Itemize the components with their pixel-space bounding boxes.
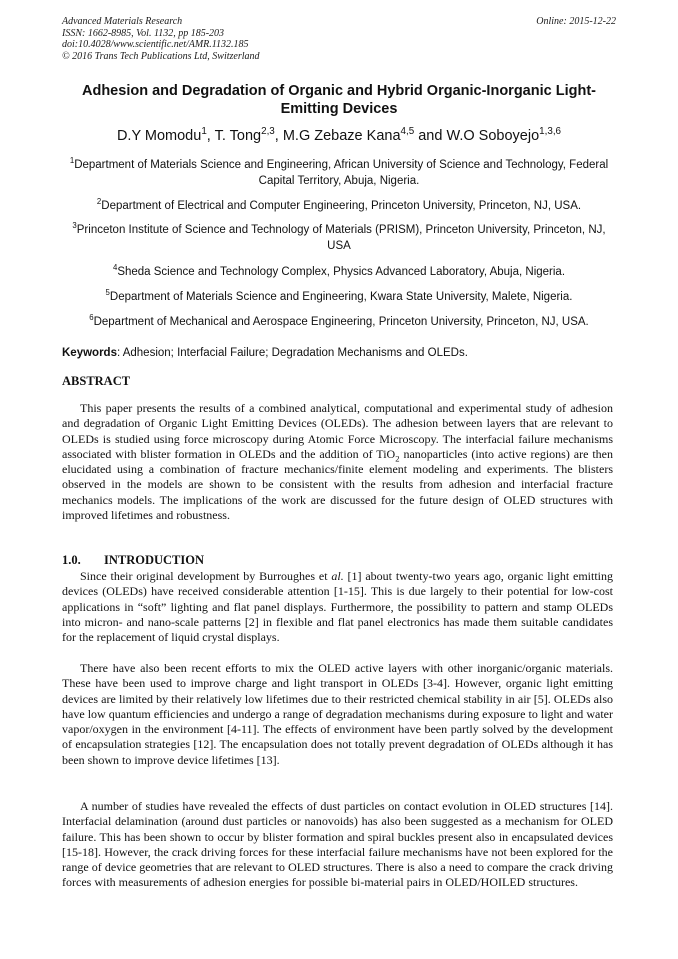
author-name: W.O Soboyejo — [446, 128, 540, 144]
paper-title: Adhesion and Degradation of Organic and Hybrid Organic-Inorganic Light-Emitting Devices — [82, 83, 596, 117]
author-affiliation-mark: 2,3 — [261, 126, 275, 138]
abstract-subscript: 2 — [395, 453, 400, 464]
affiliation-number: 3 — [72, 221, 77, 231]
keywords-line — [62, 346, 622, 361]
author-name: T. Tong — [214, 128, 262, 144]
affiliation-number: 4 — [112, 263, 118, 273]
affiliation-text: Sheda Science and Technology Complex, Physics Advanced Laboratory, Abuja, Nigeria. — [117, 266, 566, 278]
intro-paragraph-3: A number of studies have revealed the effects of dust particles on contact evolution in OLED structures [14]. Interfacial delamination (around dust particles or nanovoids) has also been suggested as a mechanism for OLED failure. This has been shown to occur by blister formation and spiral buckles present also in encapsulated devices [15-18]. However, the crack driving forces for these interfacial failure mechanisms have not been explored for the range of device geometries that are relevant to OLED structures. There is also a need to compare the crack driving forces with measurements of adhesion energies for possible bi-material pairs in OLED/HOILED structures. — [62, 799, 613, 890]
author-affiliation-mark: 1,3,6 — [539, 126, 562, 138]
author-name: M.G Zebaze Kana — [282, 128, 401, 144]
abstract-paragraph — [62, 401, 613, 523]
section-number: 1.0. — [62, 553, 81, 567]
affiliation-number: 1 — [69, 156, 75, 166]
section-title: INTRODUCTION — [104, 553, 205, 567]
affiliation-text: Department of Mechanical and Aerospace Engineering, Princeton University, Princeton, NJ, USA. — [93, 316, 589, 328]
affiliation-number: 2 — [96, 197, 102, 207]
author-affiliation-mark: 1 — [201, 126, 207, 138]
intro-heading — [62, 553, 204, 568]
affiliation-text: Department of Electrical and Computer Engineering, Princeton University, Princeton, NJ, USA. — [101, 200, 582, 212]
affiliation-2 — [62, 198, 616, 214]
affiliation-4 — [62, 264, 616, 280]
copyright-line: © 2016 Trans Tech Publications Ltd, Switzerland — [62, 50, 260, 62]
intro-paragraph-2: There have also been recent efforts to mix the OLED active layers with other inorganic/organic materials. These have been used to improve charge and light transport in OLEDs [3-4]. However, organic light emitting devices are limited by their relatively low lifetimes due to their restricted chemical stability in air [5]. OLEDs also have low quantum efficiencies and undergo a range of degradation mechanisms during exposure to light and water vapor/oxygen in the environment [4-11]. The effects of environment have been partly solved by the development of encapsulation strategies [12]. The encapsulation does not totally prevent degradation of OLEDs although it has been shown to improve device lifetimes [13]. — [62, 661, 613, 767]
abstract-heading: ABSTRACT — [62, 374, 131, 388]
paragraph-text: Since their original development by Burroughes et — [80, 569, 332, 583]
author-and: and — [414, 128, 447, 144]
author-separator: , — [206, 128, 215, 144]
affiliation-6 — [62, 314, 616, 330]
issn-line: ISSN: 1662-8985, Vol. 1132, pp 185-203 — [62, 27, 225, 39]
intro-paragraph-1 — [62, 569, 613, 645]
author-separator: , — [274, 128, 283, 144]
doi-line: doi:10.4028/www.scientific.net/AMR.1132.185 — [62, 39, 249, 50]
author-name: D.Y Momodu — [116, 128, 202, 144]
journal-name: Advanced Materials Research — [62, 16, 183, 27]
journal-header — [62, 16, 616, 62]
author-list — [62, 127, 616, 145]
author-affiliation-mark: 4,5 — [400, 126, 415, 138]
keywords-text: : Adhesion; Interfacial Failure; Degradation Mechanisms and OLEDs. — [116, 347, 468, 359]
abstract-text-part: nanoparticles (into active regions) are then elucidated using a combination of fracture mechanics/finite element modeling and experiments. The blisters observed in the models are shown to be consistent with the results from adhesion and interfacial fracture mechanics models. The implications of the work are discussed for the future design of OLED structures with improved lifetimes and robustness. — [62, 446, 613, 523]
keywords-label: Keywords — [62, 347, 117, 359]
affiliation-text: Princeton Institute of Science and Technology of Materials (PRISM), Princeton University, Princeton, NJ, USA — [76, 224, 606, 252]
paragraph-text: [1] about twenty-two years ago, organic light emitting devices (OLEDs) have received considerable attention [1-15]. This is due largely to their potential for low-cost applications in “soft” lighting and flat panel displays. Furthermore, the possibility to pattern and stamp OLEDs into micron- and nano-scale patterns [2] in flexible and flat panel electronics has made them suitable candidates for the replacement of liquid crystal displays. — [62, 569, 614, 645]
affiliation-1 — [62, 157, 616, 189]
paragraph-emphasis: al. — [331, 569, 344, 583]
affiliation-5 — [62, 289, 616, 305]
affiliation-number: 5 — [105, 288, 110, 298]
affiliation-number: 6 — [89, 313, 94, 323]
affiliation-text: Department of Materials Science and Engineering, African University of Science and Technology, Federal Capital Territory, Abuja, Nigeria. — [74, 159, 609, 187]
affiliation-text: Department of Materials Science and Engineering, Kwara State University, Malete, Nigeria. — [109, 291, 573, 303]
online-date: Online: 2015-12-22 — [536, 16, 616, 27]
abstract-text-part: This paper presents the results of a combined analytical, computational and experimental study of adhesion and degradation of Organic Light Emitting Devices (OLEDs). The adhesion between layers that are relevant to OLEDs is studied using force microscopy during Atomic Force Microscopy. The interfacial failure mechanisms associated with blister formation in OLEDs and the addition of TiO — [62, 401, 613, 461]
affiliation-3 — [62, 222, 616, 254]
